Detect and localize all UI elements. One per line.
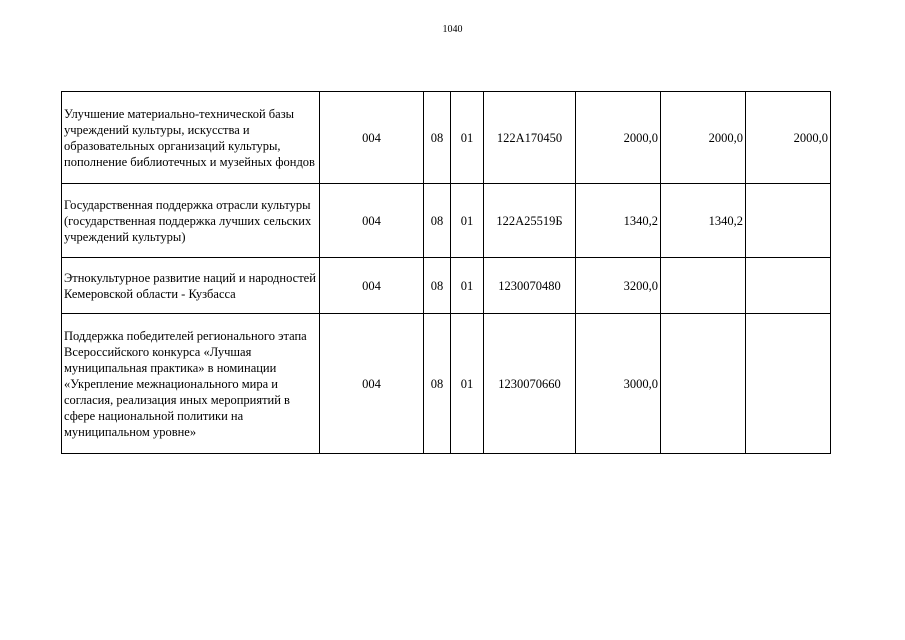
section-code-cell: 08 (424, 314, 451, 454)
amount-cell-3: 2000,0 (746, 92, 831, 184)
ministry-code-cell: 004 (320, 92, 424, 184)
article-code-cell: 122А170450 (484, 92, 576, 184)
ministry-code-cell: 004 (320, 314, 424, 454)
article-code-cell: 1230070480 (484, 258, 576, 314)
amount-cell-1: 1340,2 (576, 184, 661, 258)
row-name-cell: Этнокультурное развитие наций и народностей Кемеровской области - Кузбасса (62, 258, 320, 314)
budget-table (61, 91, 831, 454)
amount-cell-2: 1340,2 (661, 184, 746, 258)
amount-cell-1: 3200,0 (576, 258, 661, 314)
section-code-cell: 08 (424, 92, 451, 184)
ministry-code-cell: 004 (320, 184, 424, 258)
amount-cell-2: 2000,0 (661, 92, 746, 184)
amount-cell-3 (746, 314, 831, 454)
section-code-cell: 08 (424, 258, 451, 314)
page-number: 1040 (442, 24, 463, 35)
amount-cell-1: 2000,0 (576, 92, 661, 184)
row-name-cell: Поддержка победителей регионального этапа Всероссийского конкурса «Лучшая муниципальная практика» в номинации «Укрепление межнационального мира и согласия, реализация иных мероприятий в сфере национальной политики на муниципальном уровне» (62, 314, 320, 454)
table-row (62, 314, 831, 454)
row-name-cell: Улучшение материально-технической базы учреждений культуры, искусства и образовательных организаций культуры, пополнение библиотечных и музейных фондов (62, 92, 320, 184)
subsection-code-cell: 01 (451, 184, 484, 258)
table-row (62, 92, 831, 184)
subsection-code-cell: 01 (451, 258, 484, 314)
amount-cell-3 (746, 184, 831, 258)
article-code-cell: 122А25519Б (484, 184, 576, 258)
row-name-cell: Государственная поддержка отрасли культуры (государственная поддержка лучших сельских учреждений культуры) (62, 184, 320, 258)
amount-cell-2 (661, 314, 746, 454)
amount-cell-1: 3000,0 (576, 314, 661, 454)
table-row (62, 184, 831, 258)
subsection-code-cell: 01 (451, 314, 484, 454)
article-code-cell: 1230070660 (484, 314, 576, 454)
subsection-code-cell: 01 (451, 92, 484, 184)
amount-cell-3 (746, 258, 831, 314)
ministry-code-cell: 004 (320, 258, 424, 314)
table-row (62, 258, 831, 314)
section-code-cell: 08 (424, 184, 451, 258)
amount-cell-2 (661, 258, 746, 314)
